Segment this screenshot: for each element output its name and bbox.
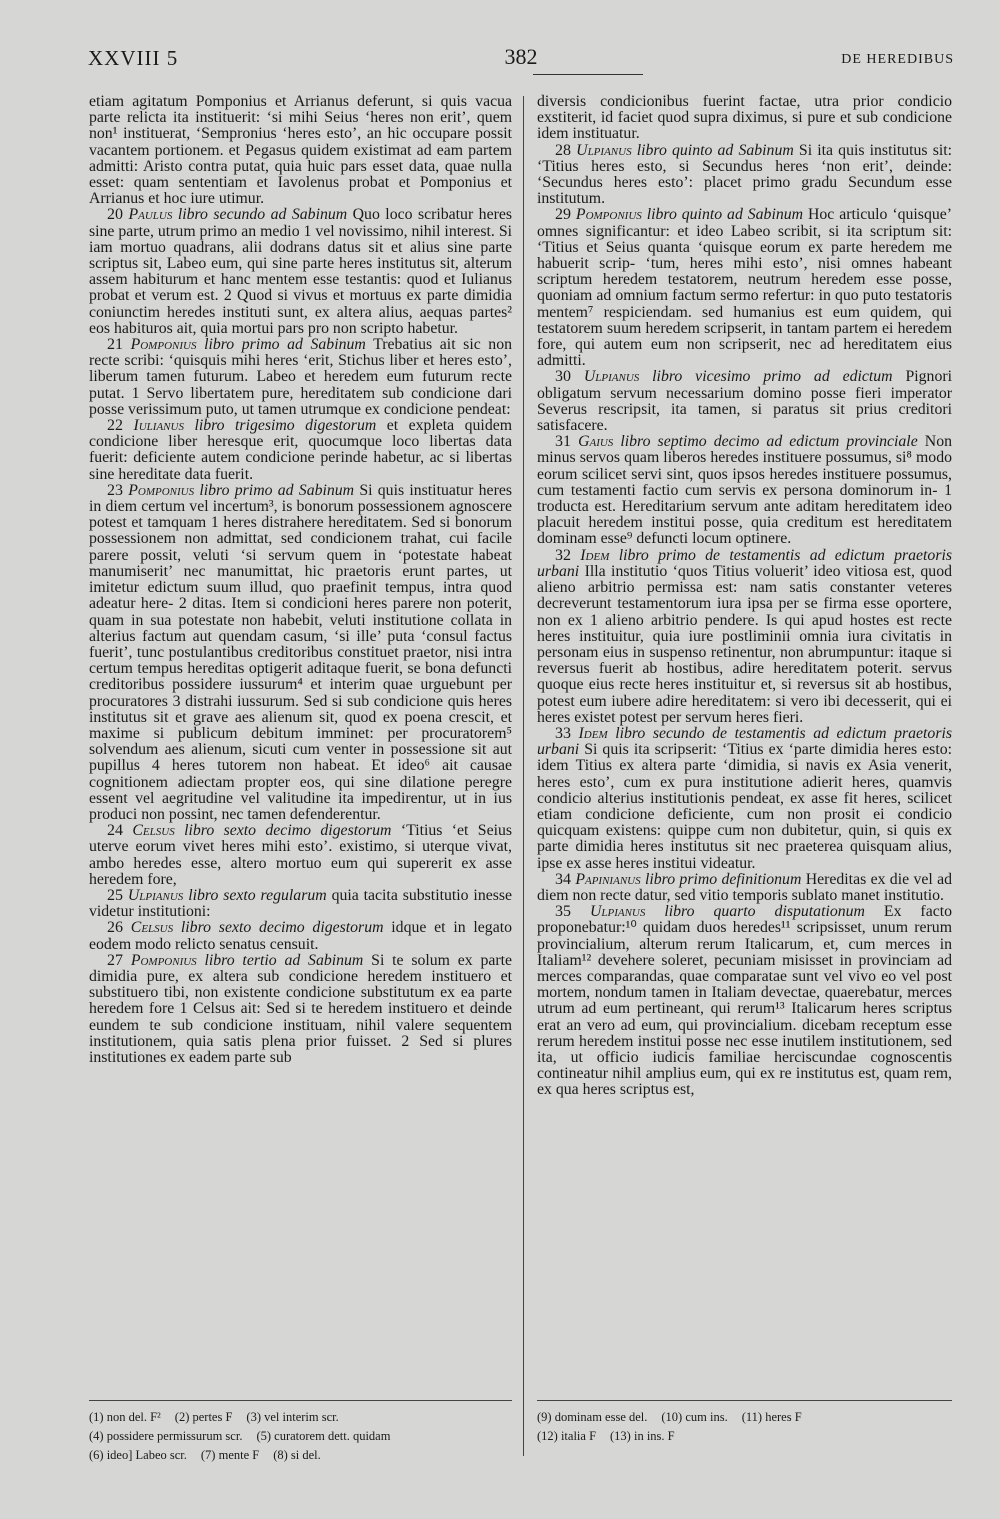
law-paragraph bbox=[89, 823, 512, 888]
law-paragraph bbox=[537, 207, 952, 369]
footnotes-right bbox=[537, 1408, 952, 1446]
section-reference: XXVIII 5 bbox=[88, 46, 179, 70]
paragraph-text: Pignori obligatum servum necessarium domino posse fieri imperator Severus rescripsit, ita tamen, si paratus sit prius creditori satisfacere. bbox=[537, 368, 952, 435]
footnote: (7) mente F bbox=[200, 1448, 260, 1462]
paragraph-text: diversis condicionibus fuerint factae, utra prior condicio exstiterit, id faciet quod supra diximus, si pure et sub condicione idem instituatur. bbox=[537, 94, 952, 143]
jurist-name: Ulpianus bbox=[127, 886, 184, 904]
left-column bbox=[89, 94, 512, 1384]
law-number: 35 bbox=[555, 903, 571, 921]
law-number: 30 bbox=[555, 368, 571, 386]
law-paragraph bbox=[89, 337, 512, 418]
footnote: (8) si del. bbox=[273, 1448, 321, 1462]
source-reference: libro primo de testamentis ad edictum praetoris urbani bbox=[537, 546, 952, 580]
paragraph-text: etiam agitatum Pomponius et Arrianus deferunt, si quis vacua parte relicta ita instituerit: ‘si mihi Seius ‘heres non erit’, quem non¹ instituerat, ‘Sempronius ‘heres esto’, an hic occupare possit vacantem portionem. et Pegasus quidem existimat ad eam partem admitti: Aristo contra putat, quia huic pars esset data, quae nulla esset: quam sententiam et Iavolenus probat et Pomponius et Arrianus et hoc iure utimur. bbox=[89, 94, 512, 208]
jurist-name: Celsus bbox=[130, 919, 174, 937]
jurist-name: Iulianus bbox=[133, 417, 184, 435]
jurist-name: Gaius bbox=[578, 433, 614, 451]
footnote: (11) heres F bbox=[741, 1410, 802, 1424]
footnote: (3) vel interim scr. bbox=[246, 1410, 339, 1424]
continued-paragraph bbox=[537, 94, 952, 143]
paragraph-text: Si te solum ex parte dimidia pure, ex altera sub condicione heredem instituero et substituero tibi, non existente condicione substitutum ex ea parte heredem fore 1 Celsus ait: Sed si te heredem instituero et deinde eundem te sub condicione instituam, nihil valere sequentem institutionem, quia satis plena prior fuisset. 2 Sed si plures institutiones ex eadem parte sub bbox=[89, 951, 512, 1066]
column-divider bbox=[523, 96, 524, 1456]
page-number: 382 bbox=[504, 44, 538, 69]
footnote-row bbox=[89, 1427, 512, 1446]
law-paragraph bbox=[537, 872, 952, 904]
law-number: 21 bbox=[107, 336, 123, 354]
right-column bbox=[537, 94, 952, 1384]
source-reference: libro secundo de testamentis ad edictum praetoris urbani bbox=[537, 724, 952, 759]
footnote-rule-left bbox=[89, 1400, 512, 1402]
law-paragraph bbox=[537, 369, 952, 434]
law-paragraph bbox=[89, 953, 512, 1066]
footnote: (10) cum ins. bbox=[661, 1410, 728, 1424]
law-paragraph bbox=[89, 207, 512, 337]
law-paragraph bbox=[537, 904, 952, 1098]
law-number: 20 bbox=[107, 206, 123, 224]
paragraph-text: Quo loco scribatur heres sine parte, utrum primo an medio 1 vel novissimo, nihil interest. Si iam mortuo quadrans, alii dodrans datus sit et alius sine parte scriptus sit, Labeo eum, qui sine parte heres institutus sit, alterum assem habiturum et hanc mentem esse testantis: quod et Iulianus probat et verum est. 2 Quod si vivus et mortuus ex parte dimidia coniunctim heredes instituti sunt, ex altera alius, aequas partes² eos habituros ait, quia mortui pars pro non scripto habetur. bbox=[89, 206, 512, 337]
law-number: 26 bbox=[107, 919, 123, 937]
source-reference: libro tertio ad Sabinum bbox=[204, 951, 364, 969]
jurist-name: Papinianus bbox=[575, 870, 641, 888]
law-number: 32 bbox=[555, 546, 571, 564]
paragraph-text: Ex facto proponebatur:¹⁰ quidam duos heredes¹¹ scripsisset, unum rerum provincialium, alterum rerum Italicarum, et, cum merces in Italiam¹² devehere soleret, pecuniam misisset in provinciam ad merces comparandas, quae comparatae sunt vel vivo eo vel post mortem, nondum tamen in Italiam devectae, quaerebatur, merces utrum ad eum pertineant, qui rerum¹³ Italicarum heres scriptus erat an vero ad eum, qui provincialium. dicebam receptum esse rerum heredem institui posse nec esse inutilem institutionem, sed ita, ut officio iudicis familiae herciscundae cognoscentis contineatur nihil amplius eum, qui ex re institutus est, quam rem, ex qua heres scriptus est, bbox=[537, 903, 952, 1099]
source-reference: libro vicesimo primo ad edictum bbox=[652, 368, 893, 386]
running-title: DE HEREDIBUS bbox=[841, 52, 954, 67]
jurist-name: Celsus bbox=[132, 822, 175, 840]
law-number: 31 bbox=[555, 433, 571, 451]
law-number: 22 bbox=[107, 417, 123, 435]
paragraph-text: Hoc articulo ‘quisque’ omnes significantur: et ideo Labeo scribit, si ita scriptum sit: ‘Titius et Seius quanta ‘quisque eorum ex parte heredem me habuerit scrip- ‘tum, heres mihi esto’, nisi omnes habeant scriptum heredem testatorem, neutrum heredem esse posse, quoniam ad omnium factum sermo refertur: in quo puto testatoris mentem⁷ respiciendam. sed humanius est eum quidem, qui testatorem suum heredem scripserit, in tantam partem ei heredem fore, qui autem eum non scripserit, nec ad hereditatem eius admitti. bbox=[537, 206, 952, 370]
source-reference: libro primo definitionum bbox=[644, 870, 802, 888]
paragraph-text: Hereditas ex die vel ad diem non recte datur, sed vitio temporis sublato manet institutio. bbox=[537, 870, 952, 904]
law-number: 24 bbox=[107, 822, 123, 840]
source-reference: libro sexto regularum bbox=[188, 886, 327, 904]
footnote-row bbox=[89, 1408, 512, 1427]
source-reference: libro trigesimo digestorum bbox=[194, 417, 377, 435]
source-reference: libro secundo ad Sabinum bbox=[177, 206, 348, 224]
paragraph-text: Si quis ita scripserit: ‘Titius ex ‘parte dimidia heres esto: idem Titius ex altera parte ‘dimidia, si navis ex Asia venerit, heres esto’, cum ex pura institutione adierit heres, quamvis condicio alterius institutionis pendeat, ex asse fit heres, scilicet etiam condicione deficiente, cum non prosit ei condicio quicquam existens: quippe cum non dubitetur, quin, si quis ex parte dimidia heres institutus sit nec praeterea quisquam alius, ipse ex asse heres institui videatur. bbox=[537, 741, 952, 872]
source-reference: libro quinto ad Sabinum bbox=[646, 206, 804, 224]
paragraph-text: Illa institutio ‘quos Titius voluerit’ ideo vitiosa est, quod alieno arbitrio permissa est: nam satis constanter veteres decreverunt testamentorum iura ipsa per se firma esse oportere, non ex 1 alieno arbitrio pendere. Is qui apud hostes est recte heres instituitur, quia iure postliminii omnia iura civitatis in personam eius in suspenso retinentur, non abrumpuntur: itaque si reversus fuerit ab hostibus, adire hereditatem poterit. servus quoque eius recte heres instituitur et, si reversus sit ab hostibus, potest eum iubere adire hereditatem: si vero ibi decesserit, qui ei heres existet potest per servum heres fieri. bbox=[537, 562, 952, 726]
footnote-row bbox=[537, 1427, 952, 1446]
paragraph-text: Si ita quis institutus sit: ‘Titius heres esto, si Secundus heres ‘non erit’, deinde: ‘Secundus heres esto’: placet primo gradu Secundum esse institutum. bbox=[537, 141, 952, 208]
law-number: 33 bbox=[555, 724, 571, 742]
source-reference: libro septimo decimo ad edictum provinciale bbox=[620, 433, 918, 451]
source-reference: libro primo ad Sabinum bbox=[204, 336, 366, 354]
paragraph-text: et expleta quidem condicione liber heresque erit, quocumque loco libertas data fuerit: deficiente autem condicione perinde habetur, ac si libertas sine hereditate data fuerit. bbox=[89, 417, 512, 483]
paragraph-text: idque et in legato eodem modo relicto senatus censuit. bbox=[89, 919, 512, 953]
continued-paragraph bbox=[89, 94, 512, 207]
page-header bbox=[88, 44, 954, 80]
law-number: 25 bbox=[107, 886, 123, 904]
footnote: (1) non del. F² bbox=[89, 1410, 161, 1424]
jurist-name: Ulpianus bbox=[583, 368, 640, 386]
jurist-name: Pomponius bbox=[130, 951, 197, 969]
jurist-name: Paulus bbox=[128, 206, 173, 224]
jurist-name: Pomponius bbox=[575, 206, 642, 224]
jurist-name: Idem bbox=[578, 724, 608, 742]
footnote-rule-right bbox=[537, 1400, 952, 1402]
footnote-row bbox=[89, 1446, 512, 1465]
law-number: 29 bbox=[555, 206, 571, 224]
source-reference: libro sexto decimo digestorum bbox=[184, 822, 392, 840]
footnote: (9) dominam esse del. bbox=[537, 1410, 648, 1424]
source-reference: libro quinto ad Sabinum bbox=[636, 141, 794, 159]
jurist-name: Ulpianus bbox=[589, 903, 646, 921]
footnote: (5) curatorem dett. quidam bbox=[256, 1429, 391, 1443]
header-rule bbox=[533, 74, 643, 75]
paragraph-text: quia tacita substitutio inesse videtur institutioni: bbox=[89, 886, 512, 921]
footnote: (2) pertes F bbox=[174, 1410, 233, 1424]
source-reference: libro sexto decimo digestorum bbox=[180, 919, 384, 937]
law-number: 28 bbox=[555, 141, 571, 159]
law-paragraph bbox=[89, 418, 512, 483]
jurist-name: Pomponius bbox=[128, 481, 195, 499]
law-paragraph bbox=[89, 888, 512, 920]
paragraph-text: Trebatius ait sic non recte scribi: ‘quisquis mihi heres ‘erit, Stichus liber et heres esto’, liberum tamen futurum. Labeo et heredem eum futurum recte putat. 1 Servo libertatem pure, hereditatem sub condicione dari posse verissimum puto, ut tamen utrumque ex condicione pendeat: bbox=[89, 336, 512, 418]
law-number: 34 bbox=[555, 870, 571, 888]
law-paragraph bbox=[537, 434, 952, 547]
law-number: 27 bbox=[107, 951, 123, 969]
paragraph-text: Non minus servos quam liberos heredes instituere possumus, si⁸ modo eorum scilicet servi sint, quos ipsos heredes instituere possumus, cum testamenti factio cum servis ex persona dominorum in- 1 troducta est. Hereditarium servum ante aditam hereditatem ideo placuit heredem institui posse, quia creditum est hereditatem dominam esse⁹ defuncti locum optinere. bbox=[537, 433, 952, 548]
footnote-row bbox=[537, 1408, 952, 1427]
law-paragraph bbox=[537, 548, 952, 726]
law-paragraph bbox=[89, 920, 512, 952]
jurist-name: Ulpianus bbox=[576, 141, 632, 159]
source-reference: libro quarto disputationum bbox=[664, 903, 865, 921]
footnotes-left bbox=[89, 1408, 512, 1465]
paragraph-text: Si quis instituatur heres in diem certum vel incertum³, is bonorum possessionem agnoscere potest et tamquam 1 heres distrahere hereditatem. Sed si bonorum possessionem non admittat, sed condicionem trahat, cui facile parere possit, veluti ‘si servum quem in ‘potestate habeat manumiserit’ nec manumittat, hic praetoris erunt partes, ut imitetur edictum suum illud, quo praefinit tempus, intra quod adeatur here- 2 ditas. Item si condicioni heres parere non poterit, quam in sua potestate non habebit, veluti institutione collata in alterius factum aut quendam casum, ‘si ille’ puta ‘consul factus fuerit’, tunc postulantibus creditoribus constituet praetor, nisi intra certum tempus hereditas optigerit aditaque fuerit, se bona defuncti creditoribus possidere iussurum⁴ et interim quae urguebunt per procuratores 3 distrahi iussurum. Sed si sub condicione quis heres institutus sit et grave aes alienum sit, quod ex poena crescit, et maxime si publicum debitum imminet: per procuratorem⁵ solvendum aes alienum, sicuti cum venter in possessione sit aut pupillus 4 heres tutorem non habeat. Et ideo⁶ ait causae cognitionem adiectam propter eos, qui sine dilatione peregre essent vel aegritudine vel valitudine ita impedirentur, ut in ius produci non possint, nec tamen defenderentur. bbox=[89, 481, 512, 823]
law-paragraph bbox=[537, 143, 952, 208]
jurist-name: Pomponius bbox=[130, 336, 197, 354]
footnote: (4) possidere permissurum scr. bbox=[89, 1429, 243, 1443]
footnote: (6) ideo] Labeo scr. bbox=[89, 1448, 187, 1462]
paragraph-text: ‘Titius ‘et Seius uterve eorum vivet heres mihi esto’. existimo, si uterque vivat, ambo heredes esse, altero mortuo eum qui supererit ex asse heredem fore, bbox=[89, 822, 512, 888]
footnote: (13) in ins. F bbox=[610, 1429, 675, 1443]
law-number: 23 bbox=[107, 481, 123, 499]
footnote: (12) italia F bbox=[537, 1429, 597, 1443]
source-reference: libro primo ad Sabinum bbox=[199, 481, 355, 499]
law-paragraph bbox=[537, 726, 952, 872]
law-paragraph bbox=[89, 483, 512, 823]
jurist-name: Idem bbox=[580, 546, 610, 564]
